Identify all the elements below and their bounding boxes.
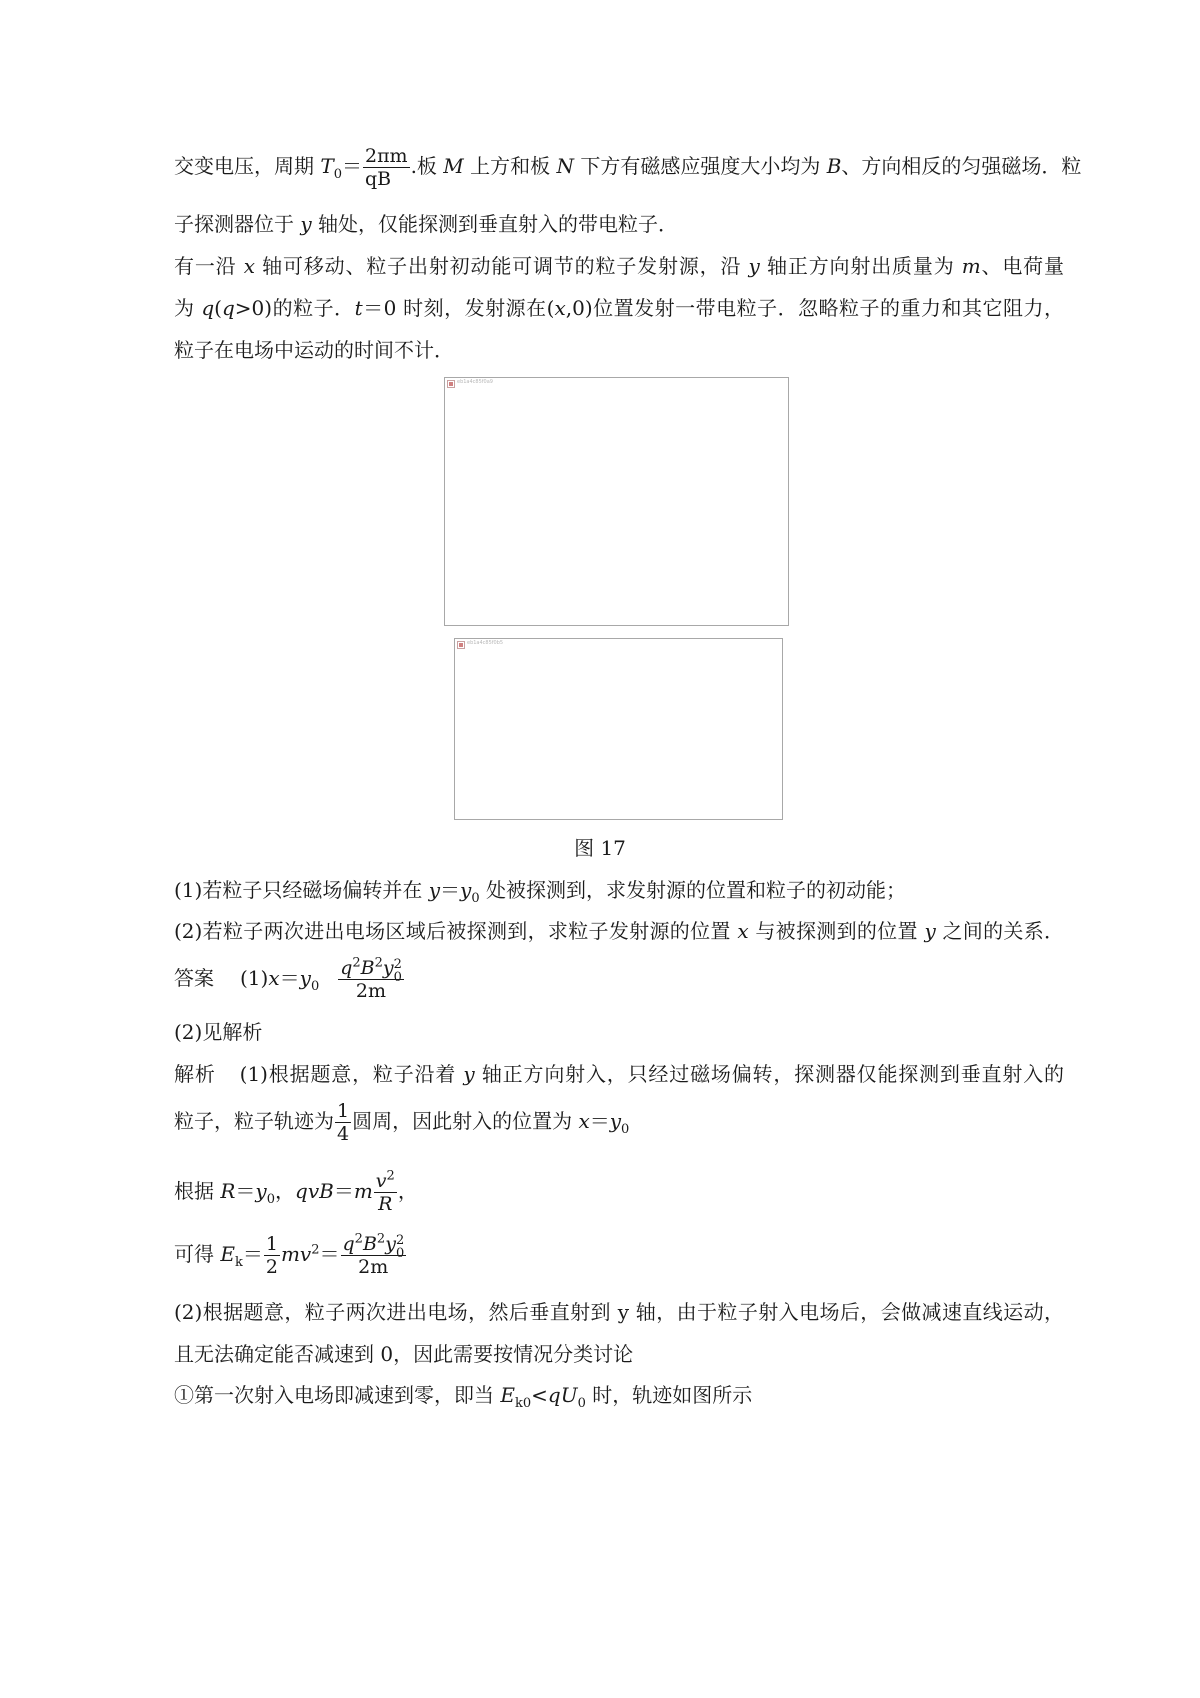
symbol-y: y	[748, 254, 760, 278]
fraction-denominator: 4	[337, 1123, 350, 1145]
answer-line	[174, 954, 1064, 1002]
symbol-m: m	[961, 254, 981, 278]
text: 下方有磁感应强度大小均为	[574, 154, 827, 178]
equals: ＝	[589, 1109, 610, 1133]
symbol-y: y	[382, 957, 394, 979]
symbol-B: B	[360, 957, 375, 979]
intro-line-2	[174, 210, 1064, 238]
text: (	[214, 296, 222, 320]
fraction-numerator: $q^2B^2y$ 2 0	[342, 1231, 405, 1261]
symbol-y: y	[609, 1109, 622, 1133]
superscript: 2	[386, 1168, 395, 1184]
analysis-line-4	[174, 1230, 1064, 1278]
subscript: 0	[471, 891, 480, 906]
superscript: 2	[354, 1231, 363, 1247]
intro-line-3	[174, 252, 1064, 280]
kinetic-energy-fraction	[341, 1233, 406, 1278]
analysis-line-2	[174, 1097, 1064, 1145]
symbol-y: y	[385, 1233, 396, 1255]
text: 圆周，因此射入的位置为	[352, 1109, 579, 1133]
analysis-line-5	[174, 1298, 1064, 1326]
text: 有一沿	[174, 254, 244, 278]
broken-image-icon	[447, 380, 455, 388]
symbol-v: v	[375, 1170, 387, 1192]
subscript: 0	[577, 1396, 586, 1411]
answer-label: 答案	[174, 966, 214, 990]
symbol-q: q	[221, 296, 235, 320]
symbol-mv: mv	[280, 1242, 312, 1266]
symbol-y: y	[463, 1062, 475, 1086]
analysis-label: 解析	[174, 1062, 216, 1086]
symbol-x: x	[578, 1109, 590, 1133]
equals: ＝	[341, 154, 362, 178]
symbol-T: T	[320, 154, 334, 178]
figure-2-placeholder	[454, 638, 783, 820]
subscript: 0	[333, 167, 342, 182]
text: 2m	[358, 1256, 389, 1278]
text: 、电荷量	[980, 254, 1065, 278]
text: 交变电压，周期	[174, 154, 321, 178]
fraction-denominator: qB	[363, 167, 410, 190]
text: .板	[410, 154, 444, 178]
text: 2m	[355, 980, 386, 1002]
question-2	[174, 917, 1064, 945]
less-than: <	[531, 1383, 548, 1407]
subscript: k	[234, 1255, 243, 1270]
text: 轴正方向射入，只经过磁场偏转，探测器仅能探测到垂直射入的	[474, 1062, 1065, 1086]
symbol-x: x	[268, 966, 280, 990]
symbol-y: y	[299, 966, 311, 990]
equals: ＝	[279, 966, 300, 990]
analysis-line-6	[174, 1340, 1064, 1368]
symbol-N: N	[556, 154, 574, 178]
answer-part-2	[174, 1018, 1064, 1046]
figure-caption: 图 17	[574, 836, 626, 860]
intro-line-5	[174, 336, 1064, 364]
broken-image-icon	[457, 641, 465, 649]
text: (2)若粒子两次进出电场区域后被探测到，求粒子发射源的位置	[174, 919, 738, 943]
analysis-line-3	[174, 1167, 1064, 1215]
text: 粒子，粒子轨迹为	[174, 1109, 334, 1133]
text: 、方向相反的匀强磁场．粒	[841, 154, 1082, 178]
figure-1-placeholder	[444, 377, 789, 626]
subscript: 0	[310, 979, 320, 994]
symbol-R: R	[220, 1179, 236, 1203]
text: ，	[275, 1179, 296, 1203]
equals: ＝	[333, 1179, 354, 1203]
text: (1)	[240, 966, 269, 990]
text: 轴处，仅能探测到垂直射入的带电粒子．	[311, 212, 679, 236]
subscript: k0	[514, 1396, 532, 1411]
symbol-E: E	[220, 1242, 235, 1266]
text: 轴正方向射出质量为	[759, 254, 962, 278]
text: 之间的关系．	[935, 919, 1065, 943]
superscript: 2	[376, 1231, 386, 1247]
text: 子探测器位于	[174, 212, 301, 236]
fraction-denominator	[374, 1192, 397, 1215]
equals: ＝	[440, 878, 460, 902]
equals: ＝	[242, 1242, 263, 1266]
symbol-x: x	[243, 254, 255, 278]
symbol-B: B	[826, 154, 842, 178]
text: 处被探测到，求发射源的位置和粒子的初动能；	[479, 878, 906, 902]
symbol-B: B	[362, 1233, 377, 1255]
text: (2)见解析	[174, 1020, 263, 1044]
centripetal-fraction	[374, 1170, 397, 1215]
image-alt-text: eb1a4c85f0a9	[457, 379, 493, 385]
symbol-qvB: qvB	[295, 1179, 334, 1203]
subscript: 0	[621, 1122, 630, 1137]
symbol-m: m	[353, 1179, 373, 1203]
superscript: 2	[352, 955, 361, 971]
question-1	[174, 876, 1064, 904]
fraction-numerator: 1	[337, 1100, 350, 1122]
symbol-x: x	[554, 296, 566, 320]
text: 根据	[174, 1179, 221, 1203]
half-fraction	[264, 1233, 280, 1278]
kinetic-energy-fraction	[338, 957, 403, 1002]
symbol-y: y	[300, 212, 312, 236]
analysis-line-7	[174, 1381, 1064, 1409]
text: 可得	[174, 1242, 221, 1266]
intro-line-1	[174, 144, 1082, 190]
subscript: 0	[266, 1192, 276, 1207]
symbol-t: t	[354, 296, 363, 320]
symbol-q: q	[201, 296, 215, 320]
text: (1)根据题意，粒子沿着	[239, 1062, 464, 1086]
symbol-q: q	[340, 957, 353, 979]
symbol-q: q	[342, 1233, 355, 1255]
text: ,0)位置发射一带电粒子．忽略粒子的重力和其它阻力，	[565, 296, 1065, 320]
equals: ＝	[235, 1179, 256, 1203]
equals: ＝	[319, 1242, 340, 1266]
fraction-numerator: 2πm	[364, 145, 408, 167]
symbol-y: y	[428, 878, 440, 902]
text: >0)的粒子．	[234, 296, 355, 320]
text: (2)根据题意，粒子两次进出电场，然后垂直射到 y 轴，由于粒子射入电场后，会做减速直线运动，	[174, 1300, 1064, 1324]
superscript: 2	[374, 955, 383, 971]
fraction-numerator: $q^2B^2y$ 2 0	[340, 955, 402, 985]
symbol-qU: qU	[547, 1383, 578, 1407]
symbol-R: R	[378, 1193, 393, 1215]
quarter-fraction	[335, 1100, 351, 1145]
text: (1)若粒子只经磁场偏转并在	[174, 878, 429, 902]
text: ＝0 时刻，发射源在(	[362, 296, 555, 320]
symbol-y: y	[924, 919, 936, 943]
intro-line-4	[174, 294, 1064, 322]
image-alt-text: eb1a4c85f0b5	[467, 640, 504, 646]
text: 粒子在电场中运动的时间不计．	[174, 338, 454, 362]
text: 上方和板	[463, 154, 557, 178]
analysis-line-1	[174, 1060, 1064, 1088]
text: ，	[397, 1179, 418, 1203]
symbol-E: E	[500, 1383, 515, 1407]
superscript: 2	[311, 1242, 320, 1258]
text: 与被探测到的位置	[748, 919, 925, 943]
text: 轴可移动、粒子出射初动能可调节的粒子发射源，沿	[254, 254, 749, 278]
symbol-x: x	[737, 919, 749, 943]
fraction-numerator	[374, 1170, 397, 1192]
symbol-y: y	[255, 1179, 267, 1203]
text: 为	[174, 296, 202, 320]
text: 且无法确定能否减速到 0，因此需要按情况分类讨论	[174, 1342, 634, 1366]
period-fraction	[363, 145, 410, 190]
symbol-y: y	[460, 878, 472, 902]
fraction-numerator: 1	[265, 1233, 278, 1255]
fraction-denominator: 2	[265, 1256, 278, 1278]
text: 时，轨迹如图所示	[585, 1383, 753, 1407]
symbol-M: M	[443, 154, 464, 178]
text: ①第一次射入电场即减速到零，即当	[174, 1383, 501, 1407]
